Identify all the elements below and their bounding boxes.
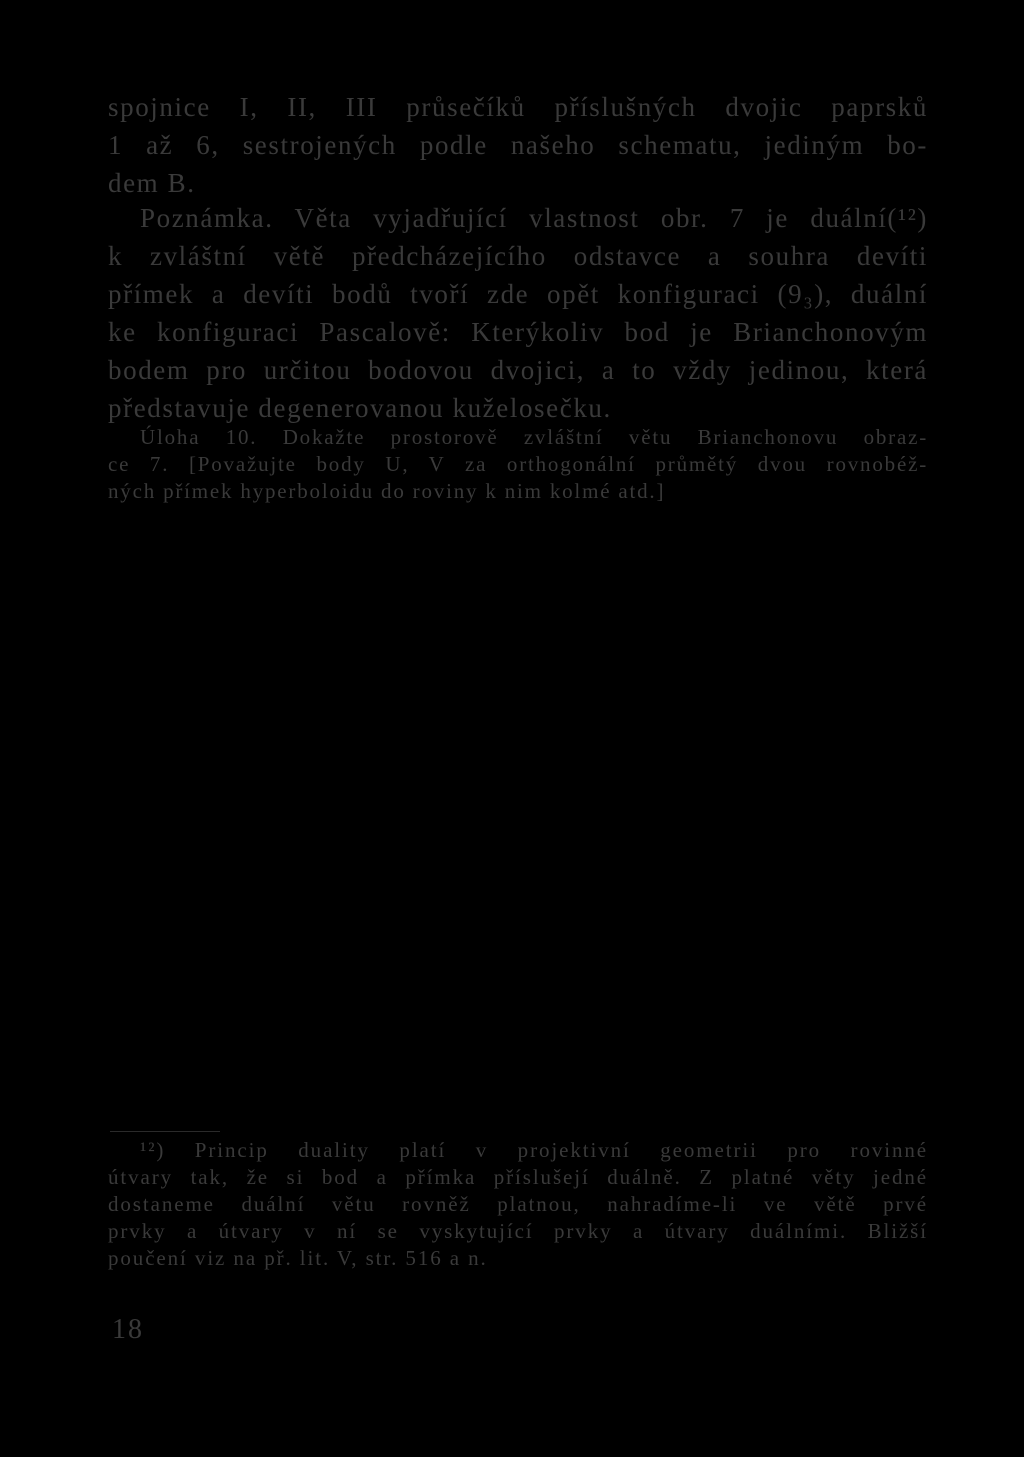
text-line: ke konfiguraci Pascalově: Kterýkoliv bod je Brianchonovým — [108, 317, 928, 347]
text-line: ¹²) Princip duality platí v projektivní geometrii pro rovinné — [140, 1138, 928, 1162]
text-line: Poznámka. Věta vyjadřující vlastnost obr. 7 je duální(¹²) — [140, 203, 928, 233]
text-line: spojnice I, II, III průsečíků příslušných dvojic paprsků — [108, 92, 928, 122]
text-line: představuje degenerovanou kuželosečku. — [108, 393, 612, 423]
text-line: k zvláštní větě předcházejícího odstavce a souhra devíti — [108, 241, 928, 271]
text-line: ných přímek hyperboloidu do roviny k nim kolmé atd.] — [108, 479, 666, 503]
text-line: bodem pro určitou bodovou dvojici, a to vždy jedinou, která — [108, 355, 928, 385]
text-line: dostaneme duální větu rovněž platnou, nahradíme-li ve větě prvé — [108, 1192, 928, 1216]
page-number: 18 — [112, 1314, 144, 1345]
footnote-12 — [108, 1137, 928, 1272]
text-line: přímek a devíti bodů tvoří zde opět konfiguraci (9₃), duální — [108, 279, 928, 309]
text-line: útvary tak, že si bod a přímka příslušejí duálně. Z platné věty jedné — [108, 1165, 928, 1189]
text-line: poučení viz na př. lit. V, str. 516 a n. — [108, 1246, 488, 1270]
paragraph-spojnice — [108, 88, 928, 202]
text-line: ce 7. [Považujte body U, V za orthogonální průmětý dvou rovnobéž- — [108, 452, 928, 476]
text-line: 1 až 6, sestrojených podle našeho schematu, jediným bo- — [108, 130, 928, 160]
text-line: dem B. — [108, 168, 196, 198]
paragraph-poznamka — [108, 199, 928, 427]
text-line: prvky a útvary v ní se vyskytující prvky a útvary duálními. Bližší — [108, 1219, 928, 1243]
exercise-uloha-10 — [108, 424, 928, 505]
footnote-separator — [110, 1131, 220, 1132]
text-line: Úloha 10. Dokažte prostorově zvláštní větu Brianchonovu obraz- — [140, 425, 928, 449]
